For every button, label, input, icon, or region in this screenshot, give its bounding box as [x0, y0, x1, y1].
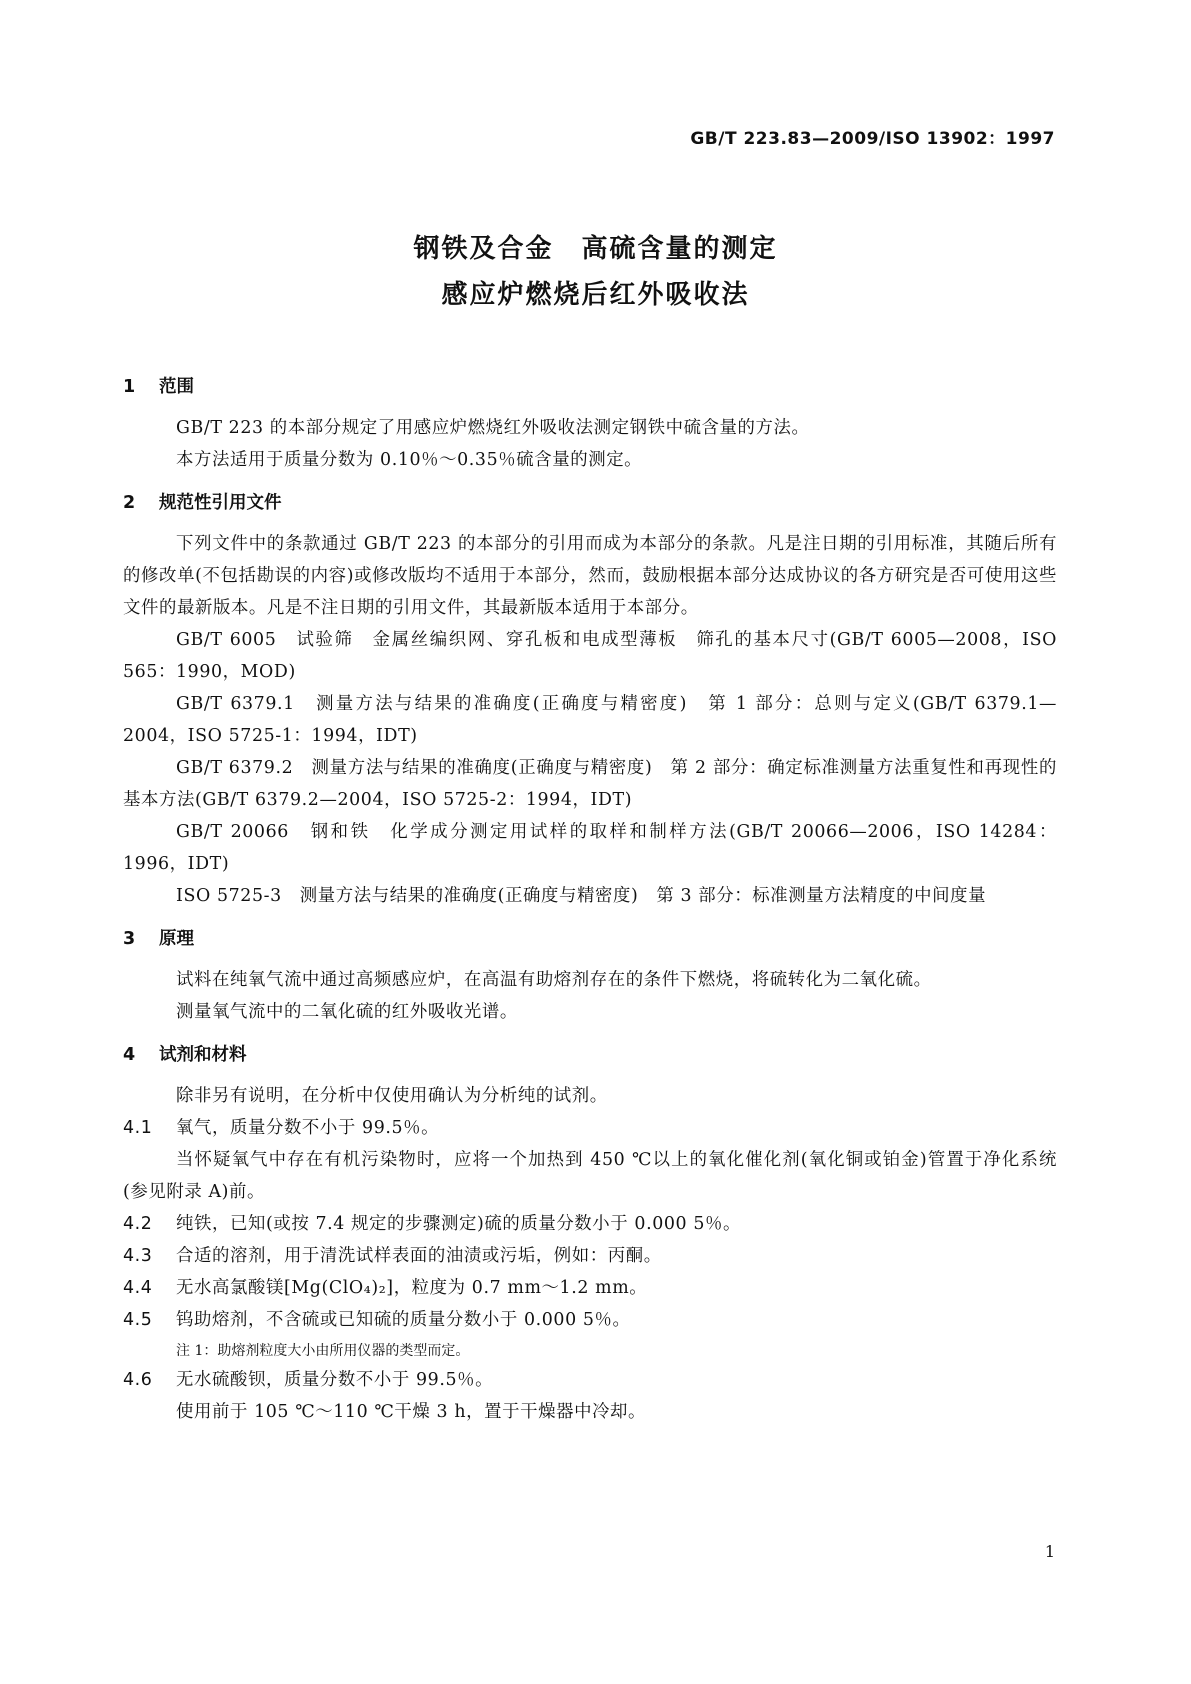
item-number: 4.6 [123, 1370, 153, 1390]
section-title: 规范性引用文件 [159, 493, 282, 513]
section-heading-principle [123, 924, 1057, 954]
section-heading-reagents [123, 1040, 1057, 1070]
document-body [123, 372, 1057, 1428]
paragraph: 使用前于 105 ℃～110 ℃干燥 3 h，置于干燥器中冷却。 [176, 1402, 647, 1422]
paragraph: 下列文件中的条款通过 GB/T 223 的本部分的引用而成为本部分的条款。凡是注日期的引用标准，其随后所有的修改单(不包括勘误的内容)或修改版均不适用于本部分，然而，鼓励根据本部分达成协议的各方研究是否可使用这些文件的最新版本。凡是不注日期的引用文件，其最新版本适用于本部分。 [123, 534, 1057, 618]
reference-entry: ISO 5725-3 测量方法与结果的准确度(正确度与精密度) 第 3 部分：标准测量方法精度的中间度量 [176, 886, 987, 906]
item-text: 纯铁，已知(或按 7.4 规定的步骤测定)硫的质量分数小于 0.000 5％。 [176, 1214, 741, 1234]
list-item [123, 1112, 1057, 1144]
list-item [123, 1208, 1057, 1240]
section-number: 1 [123, 377, 136, 397]
list-item [123, 1240, 1057, 1272]
document-title-line1: 钢铁及合金 高硫含量的测定 [413, 234, 778, 264]
section-title: 原理 [159, 929, 194, 949]
section-heading-normative-references [123, 488, 1057, 518]
item-text: 无水硫酸钡，质量分数不小于 99.5％。 [176, 1370, 494, 1390]
reference-entry: GB/T 20066 钢和铁 化学成分测定用试样的取样和制样方法(GB/T 20066—2006，ISO 14284：1996，IDT) [123, 822, 1057, 874]
standard-code: GB/T 223.83—2009/ISO 13902：1997 [690, 129, 1055, 149]
paragraph: GB/T 223 的本部分规定了用感应炉燃烧红外吸收法测定钢铁中硫含量的方法。 [176, 418, 810, 438]
section-number: 4 [123, 1045, 136, 1065]
section-heading-scope [123, 372, 1057, 402]
list-item [123, 1364, 1057, 1396]
item-text: 氧气，质量分数不小于 99.5％。 [176, 1118, 440, 1138]
item-number: 4.2 [123, 1214, 153, 1234]
paragraph: 测量氧气流中的二氧化硫的红外吸收光谱。 [176, 1002, 518, 1022]
section-title: 范围 [159, 377, 194, 397]
section-title: 试剂和材料 [159, 1045, 247, 1065]
page-number: 1 [1044, 1542, 1055, 1561]
reference-entry: GB/T 6005 试验筛 金属丝编织网、穿孔板和电成型薄板 筛孔的基本尺寸(GB/T 6005—2008，ISO 565：1990，MOD) [123, 630, 1057, 682]
list-item [123, 1304, 1057, 1336]
note: 注 1：助熔剂粒度大小由所用仪器的类型而定。 [176, 1343, 470, 1359]
paragraph: 除非另有说明，在分析中仅使用确认为分析纯的试剂。 [176, 1086, 608, 1106]
paragraph: 试料在纯氧气流中通过高频感应炉，在高温有助熔剂存在的条件下燃烧，将硫转化为二氧化硫。 [176, 970, 932, 990]
item-text: 无水高氯酸镁[Mg(ClO₄)₂]，粒度为 0.7 mm～1.2 mm。 [176, 1278, 648, 1298]
paragraph: 本方法适用于质量分数为 0.10％～0.35％硫含量的测定。 [176, 450, 643, 470]
item-text: 合适的溶剂，用于清洗试样表面的油渍或污垢，例如：丙酮。 [176, 1246, 662, 1266]
item-number: 4.4 [123, 1278, 153, 1298]
document-title-line2: 感应炉燃烧后红外吸收法 [441, 280, 750, 310]
item-text: 钨助熔剂，不含硫或已知硫的质量分数小于 0.000 5％。 [176, 1310, 631, 1330]
paragraph: 当怀疑氧气中存在有机污染物时，应将一个加热到 450 ℃以上的氧化催化剂(氧化铜或铂金)管置于净化系统(参见附录 A)前。 [123, 1150, 1057, 1202]
item-number: 4.1 [123, 1118, 153, 1138]
reference-entry: GB/T 6379.1 测量方法与结果的准确度(正确度与精密度) 第 1 部分：总则与定义(GB/T 6379.1—2004，ISO 5725-1：1994，IDT) [123, 694, 1057, 746]
section-number: 3 [123, 929, 136, 949]
list-item [123, 1272, 1057, 1304]
item-number: 4.3 [123, 1246, 153, 1266]
section-number: 2 [123, 493, 136, 513]
reference-entry: GB/T 6379.2 测量方法与结果的准确度(正确度与精密度) 第 2 部分：确定标准测量方法重复性和再现性的基本方法(GB/T 6379.2—2004，ISO 5725-2：1994，IDT) [123, 758, 1057, 810]
item-number: 4.5 [123, 1310, 153, 1330]
